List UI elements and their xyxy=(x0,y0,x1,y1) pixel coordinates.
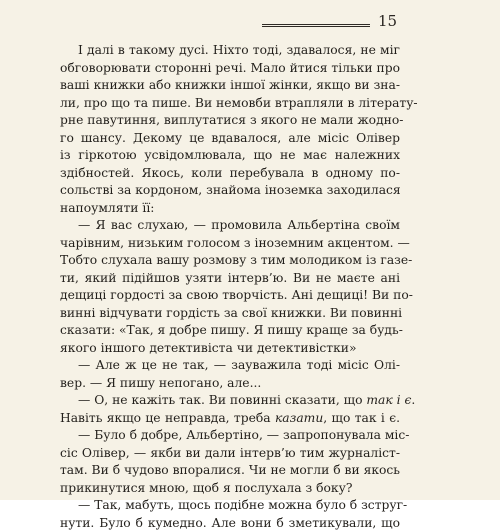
text-line: — Я вас слухаю, — промовила Альбертіна своїм xyxy=(60,217,400,235)
header-rule xyxy=(262,24,370,27)
text-line: — Так, мабуть, щось подібне можна було б зструг- xyxy=(60,497,400,515)
text-line: винні відчувати гордість за свої книжки. Ви повинні xyxy=(60,305,400,323)
text-line: І далі в такому дусі. Ніхто тоді, здавалося, не міг xyxy=(60,42,400,60)
text-line: го шансу. Декому це вдавалося, але місіс Олівер xyxy=(60,130,400,148)
text-line: сольстві за кордоном, знайома іноземка заходилася xyxy=(60,182,400,200)
text-line: прикинутися мною, щоб я послухала з боку? xyxy=(60,480,400,498)
text-line: — Але ж це не так, — зауважила тоді місіс Олі- xyxy=(60,357,400,375)
page-number: 15 xyxy=(378,12,397,30)
text-line: Тобто слухала вашу розмову з тим молодиком із газе- xyxy=(60,252,400,270)
text-line: нути. Було б кумедно. Але вони б зметикували, що xyxy=(60,515,400,532)
text-line: ти, який підійшов узяти інтерв’ю. Ви не маєте ані xyxy=(60,270,400,288)
text-line: якого іншого детективіста чи детективістки» xyxy=(60,340,400,358)
text-line: чарівним, низьким голосом з іноземним акцентом. — xyxy=(60,235,400,253)
text-line: сіс Олівер, — якби ви дали інтерв’ю тим журналіст- xyxy=(60,445,400,463)
text-line: обговорювати сторонні речі. Мало йтися тільки про xyxy=(60,60,400,78)
text-line: вер. — Я пишу непогано, але... xyxy=(60,375,400,393)
body-text xyxy=(60,42,400,532)
text-line: рне павутиння, виплутатися з якого не мали жодно- xyxy=(60,112,400,130)
text-line: дещиці гордості за свою творчість. Ані дещиці! Ви по- xyxy=(60,287,400,305)
text-line: із гіркотою усвідомлювала, що не має належних xyxy=(60,147,400,165)
text-line: — Було б добре, Альбертіно, — запропонувала міс- xyxy=(60,427,400,445)
text-line: ваші книжки або книжки іншої жінки, якщо ви зна- xyxy=(60,77,400,95)
text-line: напоумляти її: xyxy=(60,200,400,218)
text-line: здібностей. Якось, коли перебувала в одному по- xyxy=(60,165,400,183)
text-line: там. Ви б чудово впоралися. Чи не могли б ви якось xyxy=(60,462,400,480)
text-line: ли, про що та пише. Ви немовби втрапляли в літерату- xyxy=(60,95,400,113)
text-line: сказати: «Так, я добре пишу. Я пишу краще за будь- xyxy=(60,322,400,340)
text-line: — О, не кажіть так. Ви повинні сказати, що так і є. xyxy=(60,392,400,410)
text-line: Навіть якщо це неправда, треба казати, що так і є. xyxy=(60,410,400,428)
